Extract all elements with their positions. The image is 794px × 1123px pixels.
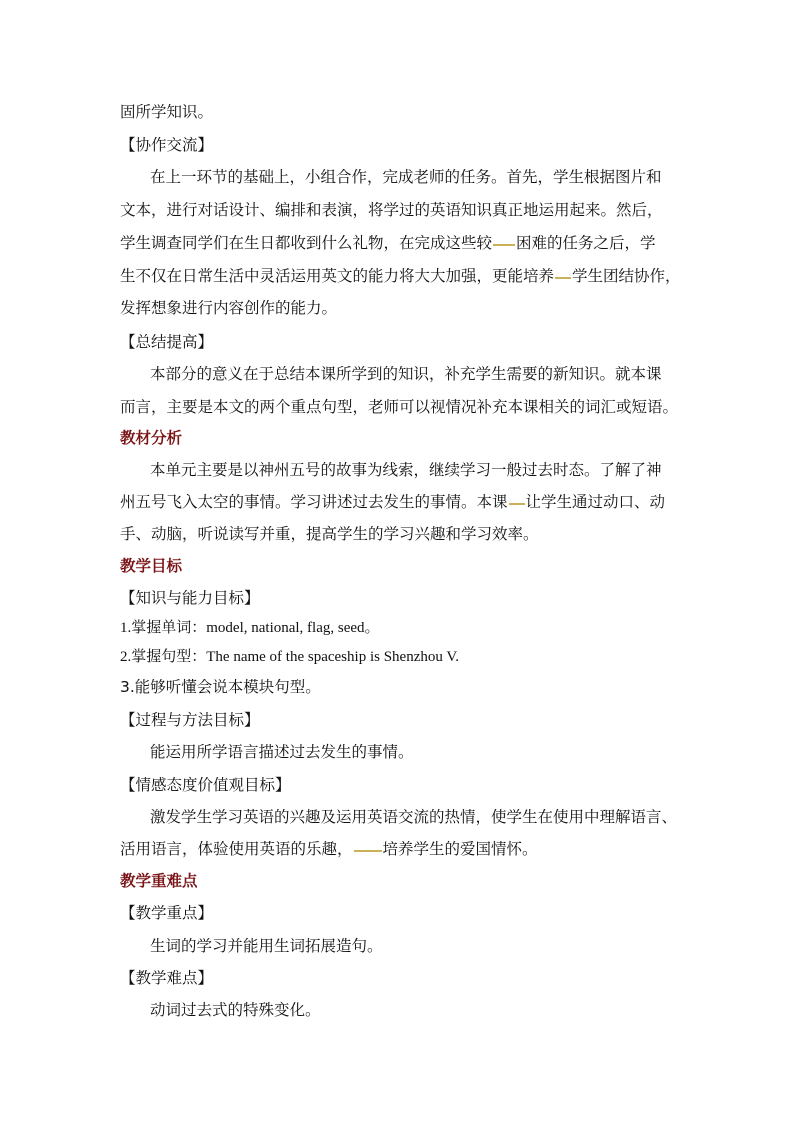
text-line (120, 491, 680, 513)
text-fragment: 困难的任务之后，学 (516, 234, 656, 252)
text-fragment: 活用语言，体验使用英语的乐趣， (120, 840, 353, 858)
subsection-heading-knowledge: 【知识与能力目标】 (120, 589, 260, 607)
text-line: 能运用所学语言描述过去发生的事情。 (150, 743, 414, 761)
text-line (120, 838, 680, 860)
section-heading-teaching-goals: 教学目标 (120, 557, 183, 575)
text-line (120, 265, 680, 287)
text-line: 而言，主要是本文的两个重点句型，老师可以视情况补充本课相关的词汇或短语。 (120, 398, 679, 416)
section-heading-summary: 【总结提高】 (120, 333, 214, 351)
text-line: 1.掌握单词：model, national, flag, seed。 (120, 620, 380, 636)
text-line: 固所学知识。 (120, 103, 214, 121)
fill-blank (555, 276, 571, 279)
text-fragment: 学生团结协作， (572, 267, 681, 285)
fill-blank (509, 502, 525, 505)
text-fragment: 培养学生的爱国情怀。 (382, 840, 538, 858)
text-line: 手、动脑，听说读写并重，提高学生的学习兴趣和学习效率。 (120, 525, 539, 543)
section-heading-collaboration: 【协作交流】 (120, 136, 214, 154)
subsection-heading-process: 【过程与方法目标】 (120, 711, 260, 729)
text-line: 本单元主要是以神州五号的故事为线索，继续学习一般过去时态。了解了神 (150, 461, 662, 479)
section-heading-textbook-analysis: 教材分析 (120, 429, 183, 447)
text-line: 文本，进行对话设计、编排和表演，将学过的英语知识真正地运用起来。然后， (120, 201, 663, 219)
text-line: 在上一环节的基础上，小组合作，完成老师的任务。首先，学生根据图片和 (150, 168, 662, 186)
text-fragment: 让学生通过动口、动 (525, 493, 666, 511)
text-line (120, 232, 680, 254)
text-line: 发挥想象进行内容创作的能力。 (120, 299, 338, 317)
text-line: 本部分的意义在于总结本课所学到的知识，补充学生需要的新知识。就本课 (150, 365, 662, 383)
text-line: 激发学生学习英语的兴趣及运用英语交流的热情，使学生在使用中理解语言、 (150, 808, 678, 826)
fill-blank (354, 849, 382, 852)
text-fragment: 生不仅在日常生活中灵活运用英文的能力将大大加强，更能培养 (120, 267, 555, 285)
subsection-heading-difficult-point: 【教学难点】 (120, 969, 214, 987)
text-line: 2.掌握句型：The name of the spaceship is Shenzhou V. (120, 649, 459, 665)
text-line: 动词过去式的特殊变化。 (150, 1001, 321, 1019)
text-fragment: 州五号飞入太空的事情。学习讲述过去发生的事情。本课 (120, 493, 508, 511)
text-fragment: 学生调查同学们在生日都收到什么礼物，在完成这些较 (120, 234, 493, 252)
fill-blank (493, 243, 515, 246)
subsection-heading-key-point: 【教学重点】 (120, 904, 214, 922)
subsection-heading-emotion: 【情感态度价值观目标】 (120, 776, 291, 794)
text-line: 3.能够听懂会说本模块句型。 (120, 678, 321, 696)
section-heading-key-difficult-points: 教学重难点 (120, 872, 198, 890)
text-line: 生词的学习并能用生词拓展造句。 (150, 937, 383, 955)
